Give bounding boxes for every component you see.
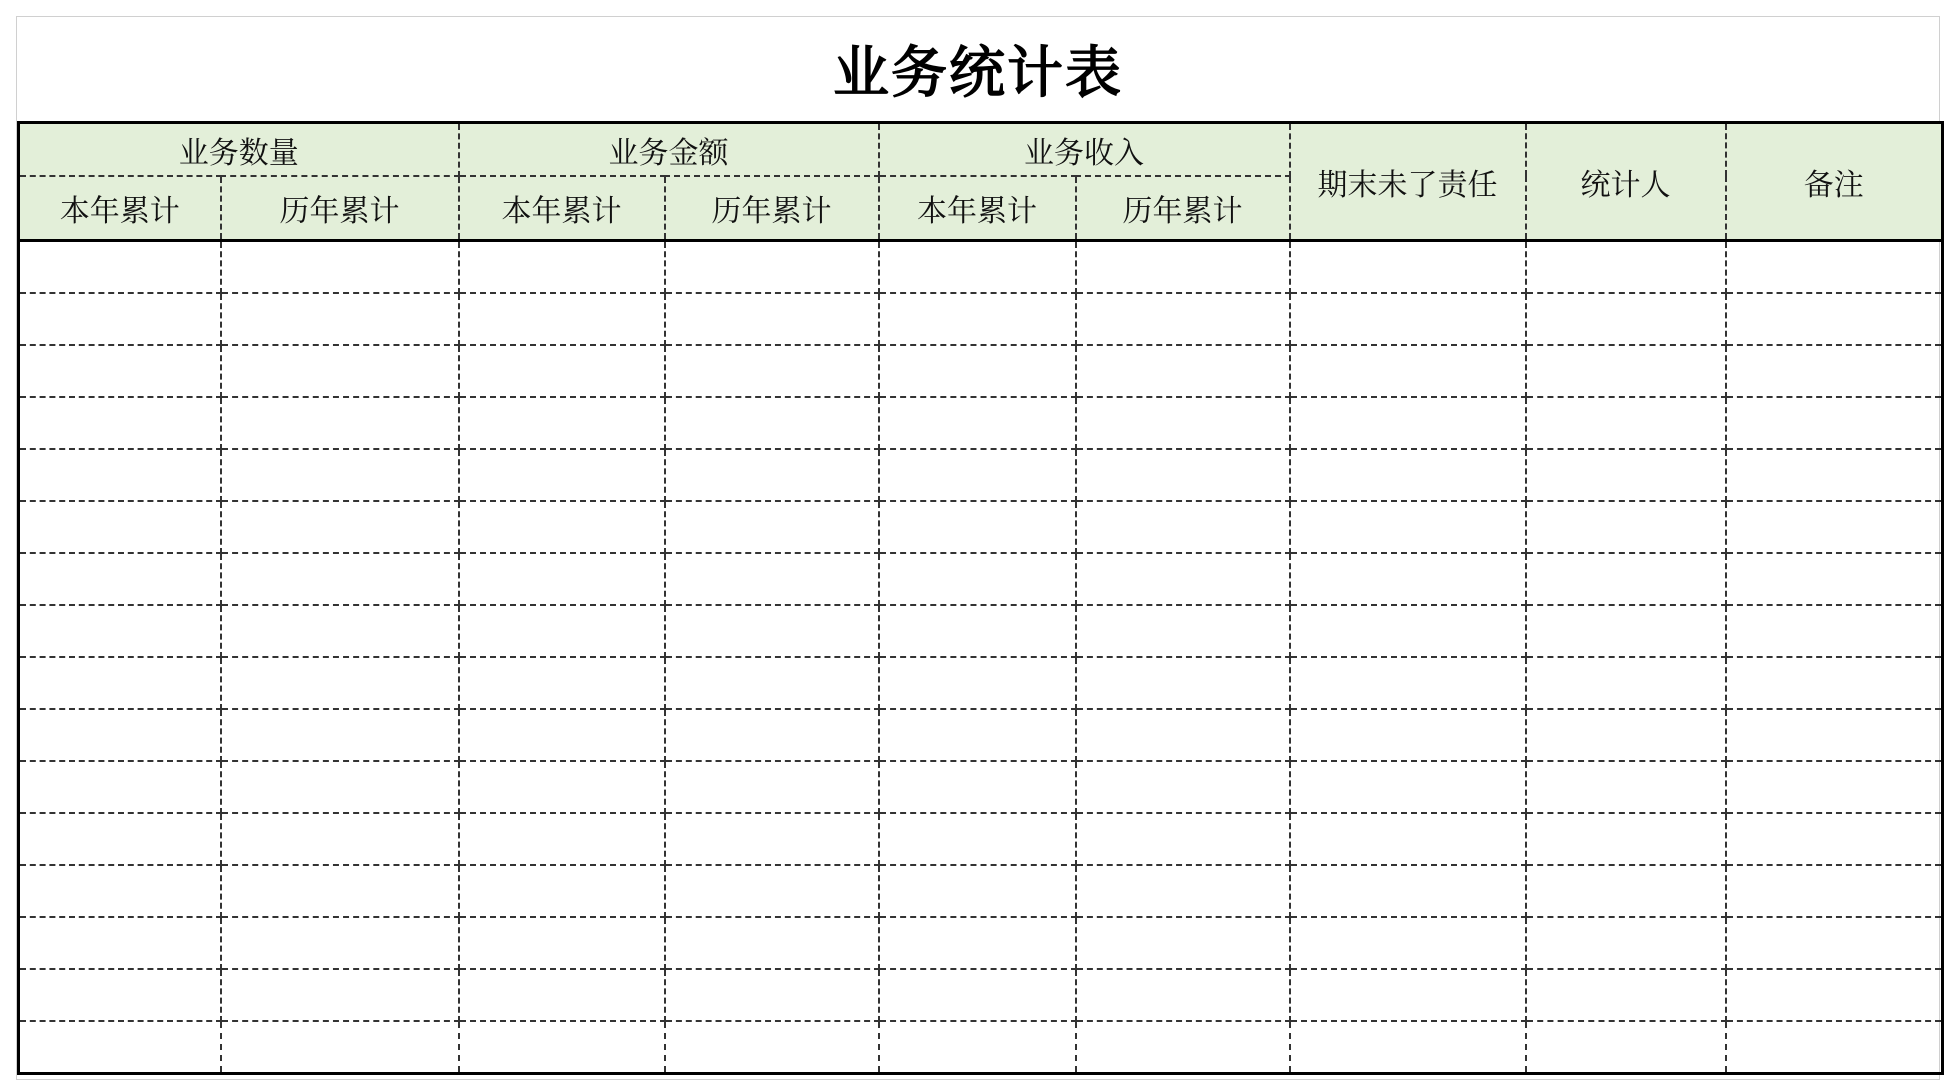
group-header-quantity[interactable]: 业务数量 <box>19 123 459 177</box>
table-cell[interactable] <box>459 709 665 761</box>
table-row <box>19 605 1943 657</box>
table-cell[interactable] <box>879 1021 1076 1074</box>
table-cell[interactable] <box>19 813 221 865</box>
table-cell[interactable] <box>19 449 221 501</box>
table-cell[interactable] <box>1526 397 1726 449</box>
header-income-this-year[interactable]: 本年累计 <box>879 176 1076 241</box>
table-cell[interactable] <box>1526 865 1726 917</box>
header-income-all-years[interactable]: 历年累计 <box>1076 176 1290 241</box>
table-cell[interactable] <box>1526 657 1726 709</box>
table-cell[interactable] <box>1290 813 1526 865</box>
table-cell[interactable] <box>879 657 1076 709</box>
table-cell[interactable] <box>665 865 879 917</box>
table-cell[interactable] <box>1290 397 1526 449</box>
table-cell[interactable] <box>1076 605 1290 657</box>
table-cell[interactable] <box>459 241 665 294</box>
table-cell[interactable] <box>1076 293 1290 345</box>
statistics-table <box>17 121 1944 1075</box>
header-remarks[interactable]: 备注 <box>1726 123 1943 241</box>
table-cell[interactable] <box>1290 969 1526 1021</box>
table-cell[interactable] <box>665 917 879 969</box>
table-cell[interactable] <box>1076 501 1290 553</box>
table-cell[interactable] <box>1076 1021 1290 1074</box>
table-cell[interactable] <box>19 1021 221 1074</box>
header-outstanding-liability[interactable]: 期末未了责任 <box>1290 123 1526 241</box>
table-cell[interactable] <box>19 917 221 969</box>
table-cell[interactable] <box>221 397 459 449</box>
table-cell[interactable] <box>19 865 221 917</box>
table-cell[interactable] <box>1290 501 1526 553</box>
table-cell[interactable] <box>1526 1021 1726 1074</box>
table-cell[interactable] <box>19 761 221 813</box>
table-cell[interactable] <box>879 449 1076 501</box>
table-row <box>19 449 1943 501</box>
table-cell[interactable] <box>879 761 1076 813</box>
table-cell[interactable] <box>1526 449 1726 501</box>
table-cell[interactable] <box>879 709 1076 761</box>
table-cell[interactable] <box>879 397 1076 449</box>
table-cell[interactable] <box>19 293 221 345</box>
table-cell[interactable] <box>879 553 1076 605</box>
table-cell[interactable] <box>19 605 221 657</box>
header-quantity-all-years[interactable]: 历年累计 <box>221 176 459 241</box>
table-cell[interactable] <box>1526 241 1726 294</box>
table-row <box>19 969 1943 1021</box>
table-cell[interactable] <box>1076 397 1290 449</box>
table-cell[interactable] <box>665 657 879 709</box>
table-cell[interactable] <box>1726 657 1943 709</box>
table-row <box>19 709 1943 761</box>
table-cell[interactable] <box>1076 657 1290 709</box>
table-cell[interactable] <box>1526 709 1726 761</box>
table-row <box>19 293 1943 345</box>
table-cell[interactable] <box>1726 345 1943 397</box>
header-amount-all-years[interactable]: 历年累计 <box>665 176 879 241</box>
table-cell[interactable] <box>665 605 879 657</box>
table-cell[interactable] <box>1076 709 1290 761</box>
table-row <box>19 657 1943 709</box>
table-cell[interactable] <box>1526 761 1726 813</box>
table-cell[interactable] <box>1076 241 1290 294</box>
table-cell[interactable] <box>221 345 459 397</box>
table-cell[interactable] <box>1726 865 1943 917</box>
table-cell[interactable] <box>19 969 221 1021</box>
table-cell[interactable] <box>1726 1021 1943 1074</box>
table-cell[interactable] <box>1726 397 1943 449</box>
table-cell[interactable] <box>1290 709 1526 761</box>
table-cell[interactable] <box>665 709 879 761</box>
table-cell[interactable] <box>221 501 459 553</box>
table-cell[interactable] <box>1076 449 1290 501</box>
table-cell[interactable] <box>459 813 665 865</box>
table-cell[interactable] <box>1290 1021 1526 1074</box>
table-cell[interactable] <box>1290 449 1526 501</box>
table-cell[interactable] <box>1076 865 1290 917</box>
table-cell[interactable] <box>665 241 879 294</box>
group-header-amount[interactable]: 业务金额 <box>459 123 879 177</box>
table-cell[interactable] <box>1290 917 1526 969</box>
table-cell[interactable] <box>1726 605 1943 657</box>
table-cell[interactable] <box>1726 761 1943 813</box>
table-cell[interactable] <box>221 605 459 657</box>
table-cell[interactable] <box>1526 917 1726 969</box>
table-cell[interactable] <box>19 345 221 397</box>
table-cell[interactable] <box>221 761 459 813</box>
table-cell[interactable] <box>1526 501 1726 553</box>
table-cell[interactable] <box>1290 345 1526 397</box>
table-cell[interactable] <box>459 969 665 1021</box>
table-cell[interactable] <box>1076 761 1290 813</box>
table-cell[interactable] <box>879 345 1076 397</box>
table-cell[interactable] <box>665 553 879 605</box>
table-cell[interactable] <box>1290 293 1526 345</box>
header-statistician[interactable]: 统计人 <box>1526 123 1726 241</box>
table-cell[interactable] <box>879 865 1076 917</box>
header-quantity-this-year[interactable]: 本年累计 <box>19 176 221 241</box>
table-cell[interactable] <box>1526 605 1726 657</box>
header-row-1 <box>19 123 1943 177</box>
table-cell[interactable] <box>665 813 879 865</box>
table-cell[interactable] <box>665 969 879 1021</box>
table-row <box>19 761 1943 813</box>
table-cell[interactable] <box>459 449 665 501</box>
table-cell[interactable] <box>1726 449 1943 501</box>
table-cell[interactable] <box>1726 709 1943 761</box>
table-cell[interactable] <box>879 241 1076 294</box>
table-row <box>19 345 1943 397</box>
table-cell[interactable] <box>221 917 459 969</box>
table-cell[interactable] <box>1726 293 1943 345</box>
table-cell[interactable] <box>459 865 665 917</box>
table-row <box>19 917 1943 969</box>
table-cell[interactable] <box>665 345 879 397</box>
table-cell[interactable] <box>879 969 1076 1021</box>
spreadsheet <box>16 16 1940 1080</box>
table-row <box>19 501 1943 553</box>
table-cell[interactable] <box>879 813 1076 865</box>
table-cell[interactable] <box>1726 917 1943 969</box>
table-cell[interactable] <box>221 813 459 865</box>
table-cell[interactable] <box>459 657 665 709</box>
table-cell[interactable] <box>459 917 665 969</box>
table-cell[interactable] <box>1726 241 1943 294</box>
table-cell[interactable] <box>1290 241 1526 294</box>
table-cell[interactable] <box>1076 969 1290 1021</box>
table-cell[interactable] <box>1290 657 1526 709</box>
table-cell[interactable] <box>879 293 1076 345</box>
table-cell[interactable] <box>221 709 459 761</box>
title-row <box>17 17 1939 121</box>
table-cell[interactable] <box>1076 345 1290 397</box>
table-cell[interactable] <box>1290 553 1526 605</box>
header-amount-this-year[interactable]: 本年累计 <box>459 176 665 241</box>
table-cell[interactable] <box>459 553 665 605</box>
table-cell[interactable] <box>1290 865 1526 917</box>
table-cell[interactable] <box>1290 761 1526 813</box>
table-header <box>19 123 1943 241</box>
table-row <box>19 813 1943 865</box>
table-cell[interactable] <box>1726 813 1943 865</box>
table-cell[interactable] <box>1526 969 1726 1021</box>
table-cell[interactable] <box>665 1021 879 1074</box>
table-cell[interactable] <box>459 293 665 345</box>
table-cell[interactable] <box>19 709 221 761</box>
table-cell[interactable] <box>19 397 221 449</box>
table-row <box>19 397 1943 449</box>
table-cell[interactable] <box>221 449 459 501</box>
table-cell[interactable] <box>19 241 221 294</box>
table-cell[interactable] <box>221 553 459 605</box>
table-cell[interactable] <box>879 605 1076 657</box>
table-cell[interactable] <box>459 761 665 813</box>
table-cell[interactable] <box>221 969 459 1021</box>
table-cell[interactable] <box>1726 501 1943 553</box>
table-cell[interactable] <box>665 501 879 553</box>
table-cell[interactable] <box>1526 553 1726 605</box>
table-cell[interactable] <box>1526 813 1726 865</box>
table-cell[interactable] <box>1076 813 1290 865</box>
table-cell[interactable] <box>1726 969 1943 1021</box>
table-cell[interactable] <box>1076 917 1290 969</box>
table-cell[interactable] <box>221 1021 459 1074</box>
table-cell[interactable] <box>1526 293 1726 345</box>
table-cell[interactable] <box>665 449 879 501</box>
table-row <box>19 553 1943 605</box>
table-cell[interactable] <box>1076 553 1290 605</box>
table-cell[interactable] <box>459 605 665 657</box>
table-cell[interactable] <box>221 865 459 917</box>
table-cell[interactable] <box>19 501 221 553</box>
table-cell[interactable] <box>459 1021 665 1074</box>
table-cell[interactable] <box>459 397 665 449</box>
table-cell[interactable] <box>665 397 879 449</box>
table-cell[interactable] <box>221 241 459 294</box>
table-cell[interactable] <box>665 761 879 813</box>
table-cell[interactable] <box>879 917 1076 969</box>
table-row <box>19 1021 1943 1074</box>
table-cell[interactable] <box>221 657 459 709</box>
table-row <box>19 241 1943 294</box>
table-cell[interactable] <box>1290 605 1526 657</box>
table-cell[interactable] <box>19 657 221 709</box>
table-cell[interactable] <box>1526 345 1726 397</box>
table-cell[interactable] <box>19 553 221 605</box>
table-cell[interactable] <box>459 501 665 553</box>
table-cell[interactable] <box>459 345 665 397</box>
table-cell[interactable] <box>1726 553 1943 605</box>
table-body <box>19 241 1943 1074</box>
group-header-income[interactable]: 业务收入 <box>879 123 1290 177</box>
page-title: 业务统计表 <box>833 41 1123 106</box>
table-cell[interactable] <box>665 293 879 345</box>
table-row <box>19 865 1943 917</box>
table-cell[interactable] <box>879 501 1076 553</box>
table-cell[interactable] <box>221 293 459 345</box>
